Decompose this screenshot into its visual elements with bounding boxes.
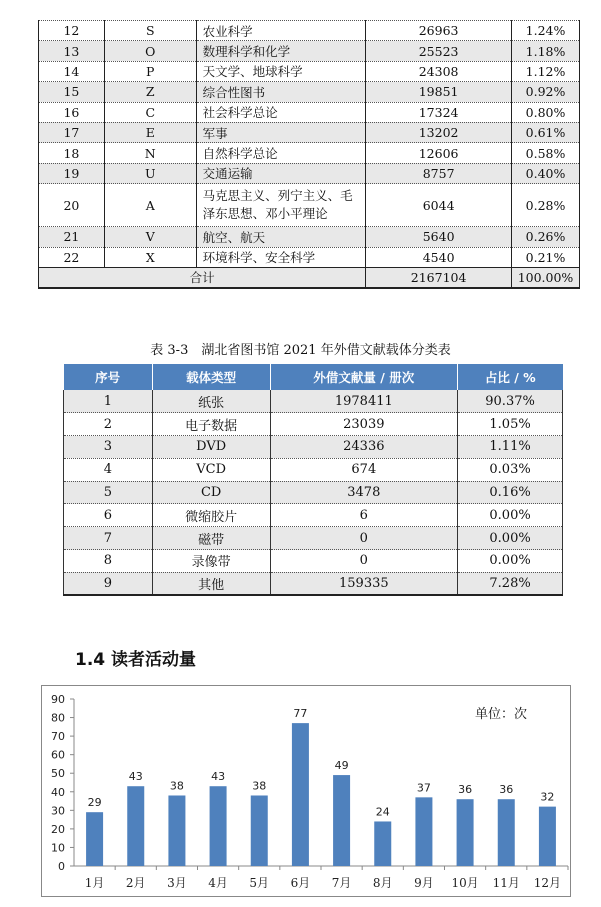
total-label: 合计	[39, 267, 366, 287]
y-tick-label: 40	[51, 785, 65, 799]
row-number: 13	[39, 41, 105, 61]
loan-count: 8757	[366, 163, 512, 183]
loan-count: 24308	[366, 61, 512, 81]
loan-percent: 0.00%	[458, 550, 563, 573]
data-label: 37	[416, 781, 431, 795]
row-number: 1	[64, 390, 153, 413]
bar-3月	[168, 795, 185, 866]
loan-percent: 0.28%	[512, 184, 580, 227]
y-tick-label: 50	[51, 767, 65, 781]
class-code: X	[104, 247, 196, 267]
row-number: 19	[39, 163, 105, 183]
y-tick-label: 30	[51, 804, 65, 818]
loan-count: 26963	[366, 21, 512, 41]
loan-count: 17324	[366, 102, 512, 122]
carrier-type: 微缩胶片	[152, 504, 270, 527]
class-name: 综合性图书	[196, 82, 366, 102]
bar-11月	[498, 799, 515, 866]
data-label: 38	[169, 779, 184, 793]
y-tick-label: 10	[51, 841, 65, 855]
class-name: 马克思主义、列宁主义、毛 泽东思想、邓小平理论	[196, 184, 366, 227]
y-tick-label: 90	[51, 693, 65, 706]
loan-count: 1978411	[270, 390, 458, 413]
bar-6月	[292, 723, 309, 866]
y-tick-label: 80	[51, 711, 65, 725]
data-label: 29	[87, 796, 102, 810]
x-tick-label: 8月	[372, 876, 393, 890]
class-name: 数理科学和化学	[196, 41, 366, 61]
loan-percent: 0.21%	[512, 247, 580, 267]
loan-count: 3478	[270, 481, 458, 504]
loan-percent: 0.00%	[458, 527, 563, 550]
carrier-type: 电子数据	[152, 413, 270, 436]
header-type: 载体类型	[152, 364, 270, 390]
x-tick-label: 2月	[125, 876, 146, 890]
data-label: 36	[458, 783, 473, 797]
bar-4月	[210, 786, 227, 866]
section-heading: 1.4 读者活动量	[75, 650, 197, 670]
row-number: 6	[64, 504, 153, 527]
class-name: 航空、航天	[196, 227, 366, 247]
y-tick-label: 20	[51, 822, 65, 836]
loan-count: 6044	[366, 184, 512, 227]
carrier-type: 磁带	[152, 527, 270, 550]
loan-percent: 0.80%	[512, 102, 580, 122]
bar-5月	[251, 795, 268, 866]
loan-percent: 0.00%	[458, 504, 563, 527]
header-seq: 序号	[64, 364, 153, 390]
row-number: 18	[39, 143, 105, 163]
bar-12月	[539, 807, 556, 866]
class-name: 天文学、地球科学	[196, 61, 366, 81]
class-code: Z	[104, 82, 196, 102]
row-number: 3	[64, 436, 153, 459]
class-code: P	[104, 61, 196, 81]
carrier-type: DVD	[152, 436, 270, 459]
carrier-type: 其他	[152, 572, 270, 595]
x-tick-label: 5月	[249, 876, 270, 890]
loan-count: 24336	[270, 436, 458, 459]
header-count: 外借文献量 / 册次	[270, 364, 458, 390]
y-tick-label: 0	[58, 860, 65, 873]
class-code: E	[104, 122, 196, 142]
row-number: 15	[39, 82, 105, 102]
data-label: 32	[540, 790, 555, 804]
loan-count: 19851	[366, 82, 512, 102]
bar-8月	[374, 821, 391, 866]
x-tick-label: 6月	[290, 876, 311, 890]
row-number: 14	[39, 61, 105, 81]
row-number: 12	[39, 21, 105, 41]
loan-count: 5640	[366, 227, 512, 247]
data-label: 24	[375, 805, 390, 819]
class-code: S	[104, 21, 196, 41]
data-label: 36	[499, 783, 514, 797]
bar-10月	[457, 799, 474, 866]
bar-9月	[415, 797, 432, 866]
data-label: 77	[293, 707, 308, 721]
carrier-type: 录像带	[152, 550, 270, 573]
row-number: 22	[39, 247, 105, 267]
loan-percent: 7.28%	[458, 572, 563, 595]
loan-count: 25523	[366, 41, 512, 61]
data-label: 49	[334, 759, 349, 773]
row-number: 7	[64, 527, 153, 550]
carrier-type: CD	[152, 481, 270, 504]
data-label: 43	[211, 770, 226, 784]
loan-percent: 0.58%	[512, 143, 580, 163]
class-name: 军事	[196, 122, 366, 142]
loan-count: 13202	[366, 122, 512, 142]
class-name: 社会科学总论	[196, 102, 366, 122]
row-number: 20	[39, 184, 105, 227]
class-name: 环境科学、安全科学	[196, 247, 366, 267]
x-tick-label: 7月	[331, 876, 352, 890]
header-pct: 占比 / %	[458, 364, 563, 390]
class-name: 交通运输	[196, 163, 366, 183]
chart-unit-label: 单位：次	[475, 707, 528, 722]
class-code: O	[104, 41, 196, 61]
carrier-type: 纸张	[152, 390, 270, 413]
carrier-type: VCD	[152, 458, 270, 481]
loan-percent: 0.61%	[512, 122, 580, 142]
loan-count: 0	[270, 550, 458, 573]
loan-percent: 1.18%	[512, 41, 580, 61]
bar-2月	[127, 786, 144, 866]
class-name: 自然科学总论	[196, 143, 366, 163]
row-number: 17	[39, 122, 105, 142]
x-tick-label: 11月	[492, 876, 520, 890]
class-code: U	[104, 163, 196, 183]
row-number: 5	[64, 481, 153, 504]
row-number: 21	[39, 227, 105, 247]
x-tick-label: 1月	[84, 876, 105, 890]
bar-1月	[86, 812, 103, 866]
total-percent: 100.00%	[512, 267, 580, 287]
loan-count: 23039	[270, 413, 458, 436]
x-tick-label: 12月	[533, 876, 562, 890]
row-number: 8	[64, 550, 153, 573]
loan-percent: 90.37%	[458, 390, 563, 413]
table-caption: 表 3-3 湖北省图书馆 2021 年外借文献载体分类表	[150, 343, 451, 358]
data-label: 43	[128, 770, 143, 784]
class-code: C	[104, 102, 196, 122]
x-tick-label: 3月	[167, 876, 187, 890]
data-label: 38	[252, 779, 267, 793]
row-number: 4	[64, 458, 153, 481]
loan-percent: 0.16%	[458, 481, 563, 504]
loan-percent: 0.03%	[458, 458, 563, 481]
x-tick-label: 10月	[451, 876, 479, 890]
loan-count: 12606	[366, 143, 512, 163]
row-number: 9	[64, 572, 153, 595]
class-code: N	[104, 143, 196, 163]
class-name: 农业科学	[196, 21, 366, 41]
x-tick-label: 9月	[414, 876, 434, 890]
loan-percent: 1.24%	[512, 21, 580, 41]
loan-percent: 1.11%	[458, 436, 563, 459]
loan-percent: 0.40%	[512, 163, 580, 183]
row-number: 16	[39, 102, 105, 122]
row-number: 2	[64, 413, 153, 436]
loan-percent: 0.26%	[512, 227, 580, 247]
total-count: 2167104	[366, 267, 512, 287]
class-code: A	[104, 184, 196, 227]
loan-count: 4540	[366, 247, 512, 267]
class-code: V	[104, 227, 196, 247]
loan-count: 0	[270, 527, 458, 550]
loan-count: 674	[270, 458, 458, 481]
loan-count: 6	[270, 504, 458, 527]
loan-count: 159335	[270, 572, 458, 595]
y-tick-label: 70	[51, 730, 65, 744]
loan-percent: 1.12%	[512, 61, 580, 81]
loan-percent: 0.92%	[512, 82, 580, 102]
x-tick-label: 4月	[208, 876, 228, 890]
bar-7月	[333, 775, 350, 866]
loan-percent: 1.05%	[458, 413, 563, 436]
y-tick-label: 60	[51, 748, 65, 762]
